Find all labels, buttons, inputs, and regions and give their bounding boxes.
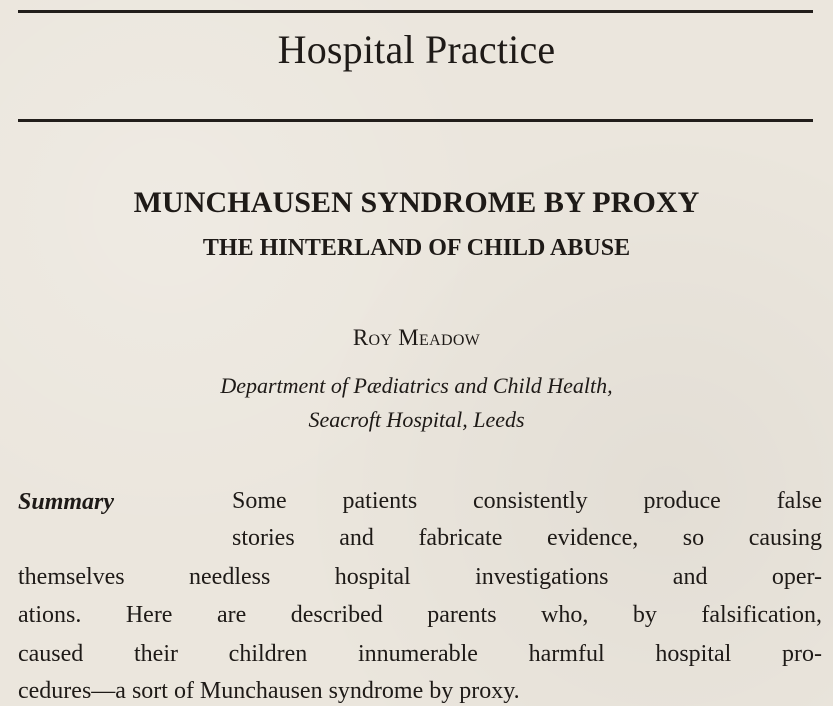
summary-text-line: Some patients consistently produce false [232, 488, 822, 514]
summary-text-line: stories and fabricate evidence, so causing [232, 525, 822, 551]
article-title: MUNCHAUSEN SYNDROME BY PROXY [133, 186, 700, 219]
top-horizontal-rule [18, 10, 813, 13]
summary-text-line: ations. Here are described parents who, by falsification, [18, 602, 822, 628]
section-divider-rule [18, 119, 813, 122]
affiliation-line: Department of Pædiatrics and Child Health, [220, 373, 613, 398]
affiliation-line: Seacroft Hospital, Leeds [308, 407, 525, 432]
article-subtitle: THE HINTERLAND OF CHILD ABUSE [202, 235, 631, 261]
summary-text-line: caused their children innumerable harmful hospital pro- [18, 641, 822, 667]
summary-text-line: cedures—a sort of Munchausen syndrome by proxy. [18, 678, 520, 704]
summary-label: Summary [18, 489, 115, 515]
section-title: Hospital Practice [277, 27, 556, 72]
summary-text-line: themselves needless hospital investigations and oper- [18, 564, 822, 590]
author-name: Roy Meadow [352, 325, 481, 350]
